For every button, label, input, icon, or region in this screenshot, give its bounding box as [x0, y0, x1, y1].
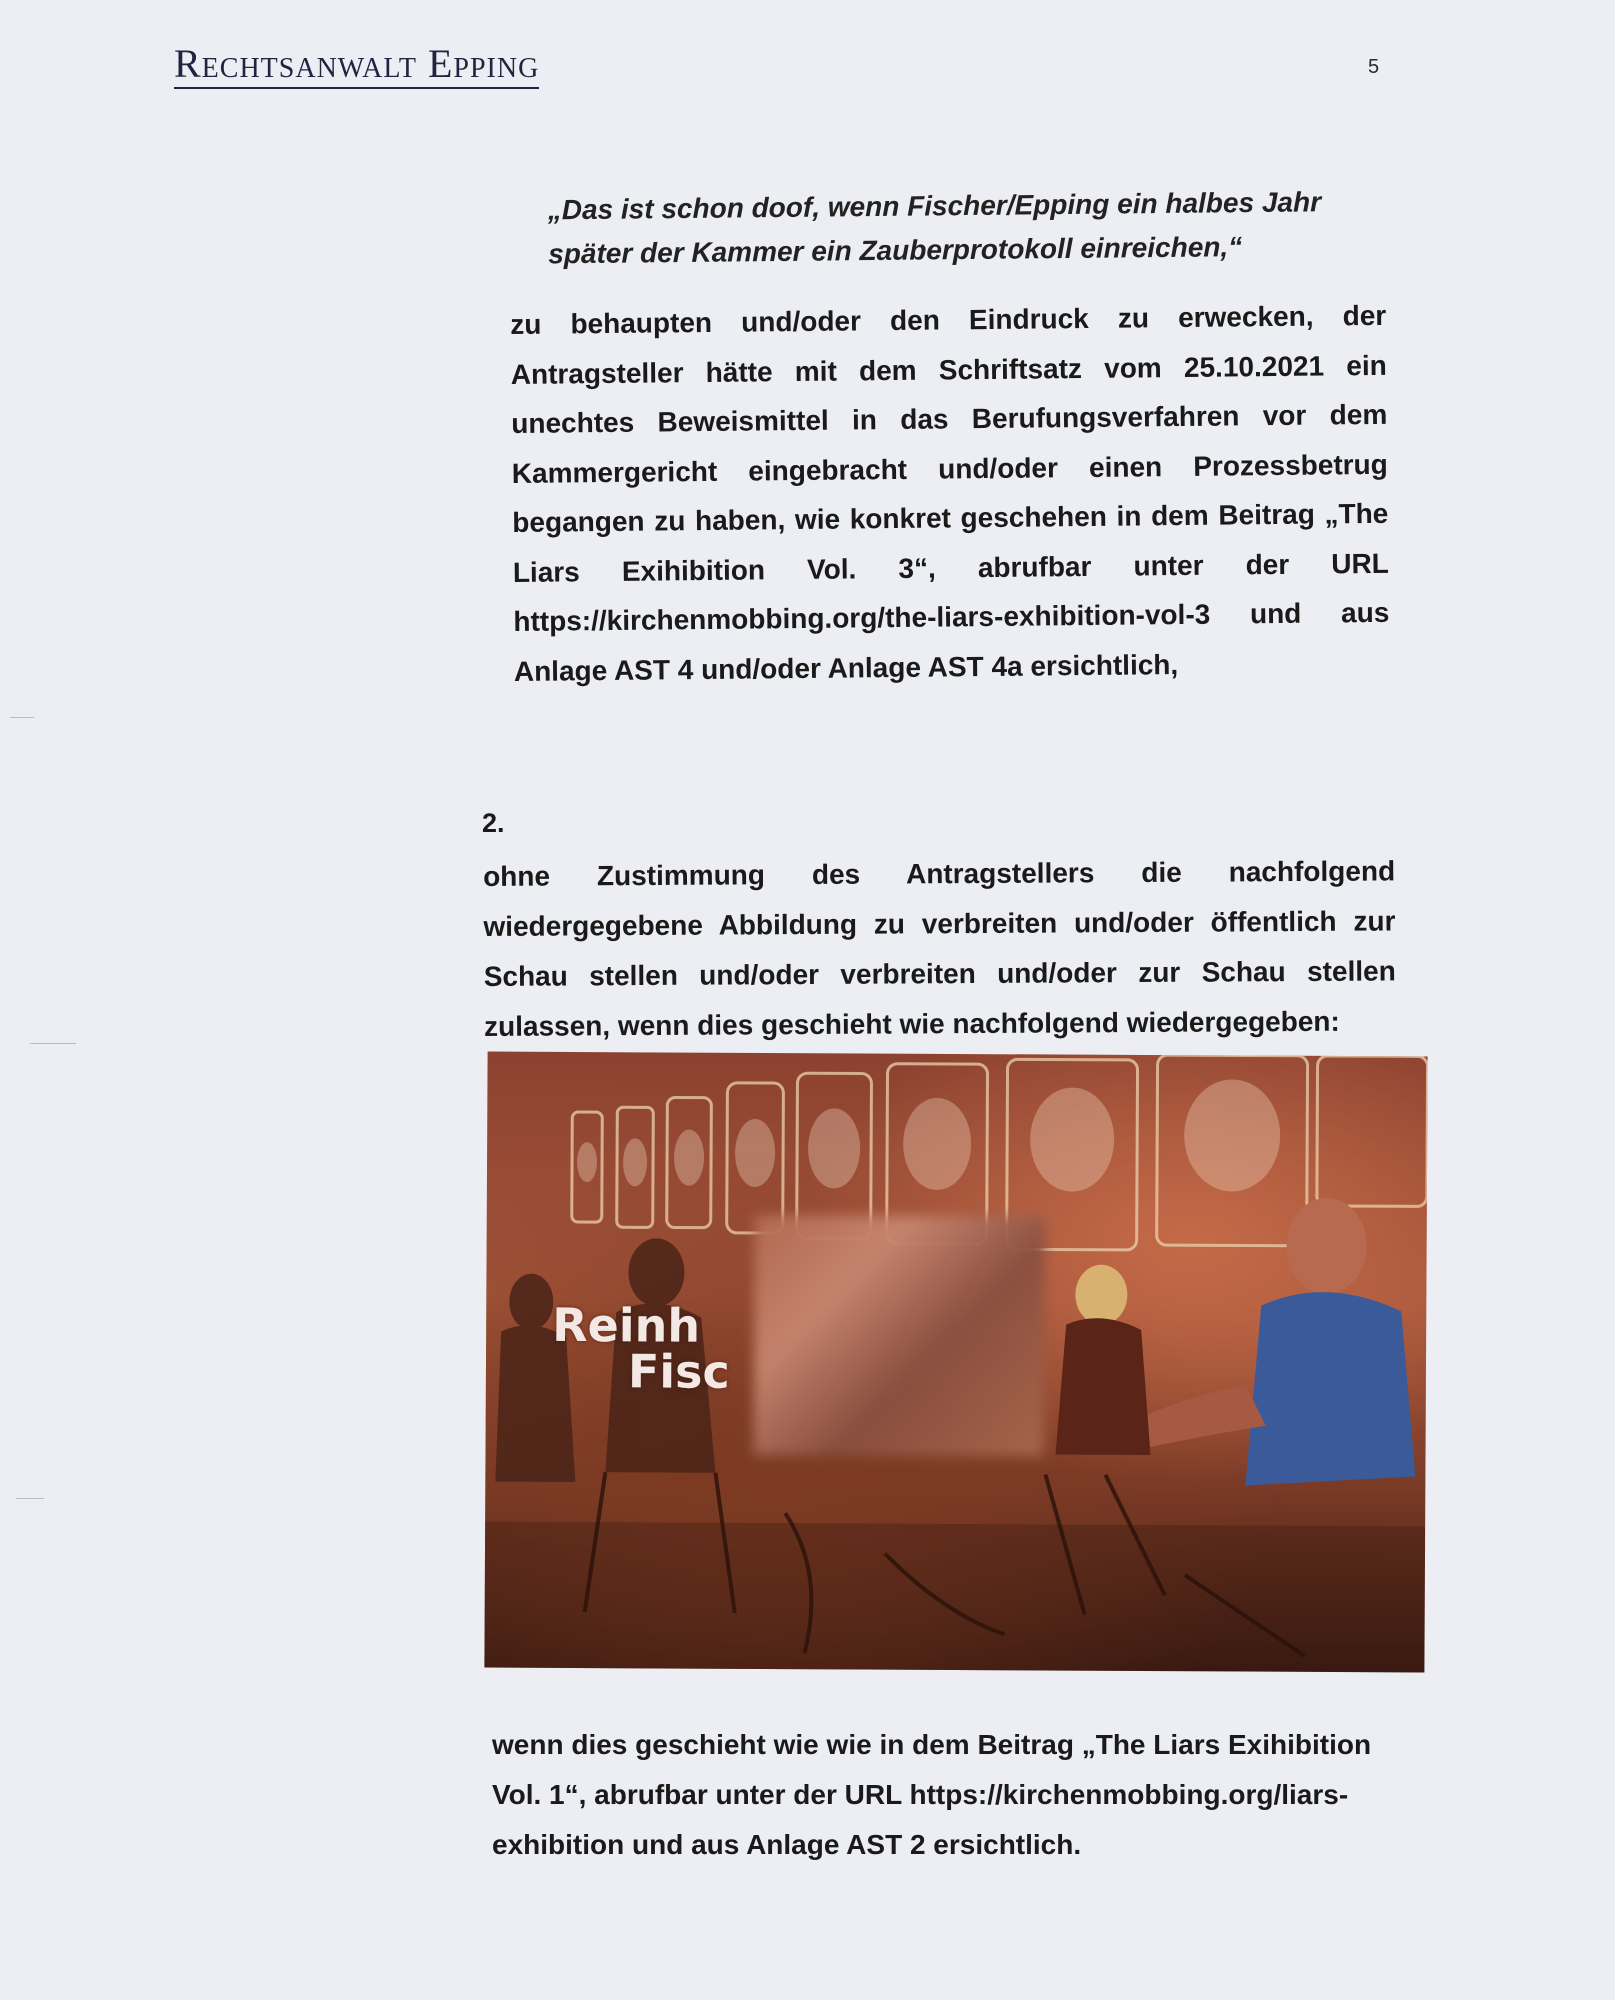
- paragraph-2-text: ohne Zustimmung des Antragstellers die nachfolgend wiedergegebene Abbildung zu verbreiten und/oder öffentlich zur Schau stellen und/oder verbreiten und/oder zur Schau stellen zulassen, wenn dies geschieht wie nachfolgend wiedergegeben:: [483, 855, 1396, 1042]
- paragraph-3: [492, 1720, 1404, 1870]
- image-overlay-text: [552, 1297, 730, 1399]
- paragraph-1: [510, 291, 1390, 696]
- reproduced-image: [484, 1052, 1427, 1673]
- overlay-line-1: Reinh: [552, 1297, 701, 1353]
- page-number: 5: [1368, 56, 1380, 78]
- margin-mark: [16, 1498, 44, 1499]
- item-number: 2.: [482, 808, 505, 838]
- paragraph-3-text: wenn dies geschieht wie wie in dem Beitrag „The Liars Exihibition Vol. 1“, abrufbar unter der URL https://kirchenmobbing.org/liars-exhibition und aus Anlage AST 2 ersichtlich.: [492, 1729, 1372, 1860]
- margin-mark: [30, 1043, 76, 1044]
- quoted-statement: „Das ist schon doof, wenn Fischer/Epping ein halbes Jahr später der Kammer ein Zauberprotokoll einreichen,“: [547, 186, 1322, 270]
- paragraph-1-text: zu behaupten und/oder den Eindruck zu erwecken, der Antragsteller hätte mit dem Schriftsatz vom 25.10.2021 ein unechtes Beweismittel in das Berufungsverfahren vor dem Kammergericht eingebracht und/oder einen Prozessbetrug begangen zu haben, wie konkret geschehen in dem Beitrag „The Liars Exihibition Vol. 3“, abrufbar unter der URL https://kirchenmobbing.org/the-liars-exhibition-vol-3 und aus Anlage AST 4 und/oder Anlage AST 4a ersichtlich,: [510, 299, 1390, 687]
- blurred-region: [754, 1215, 1045, 1457]
- overlay-line-2: Fisc: [627, 1344, 730, 1399]
- margin-mark: [10, 717, 34, 718]
- letterhead: Rechtsanwalt Epping: [174, 40, 539, 89]
- paragraph-2: [483, 846, 1396, 1052]
